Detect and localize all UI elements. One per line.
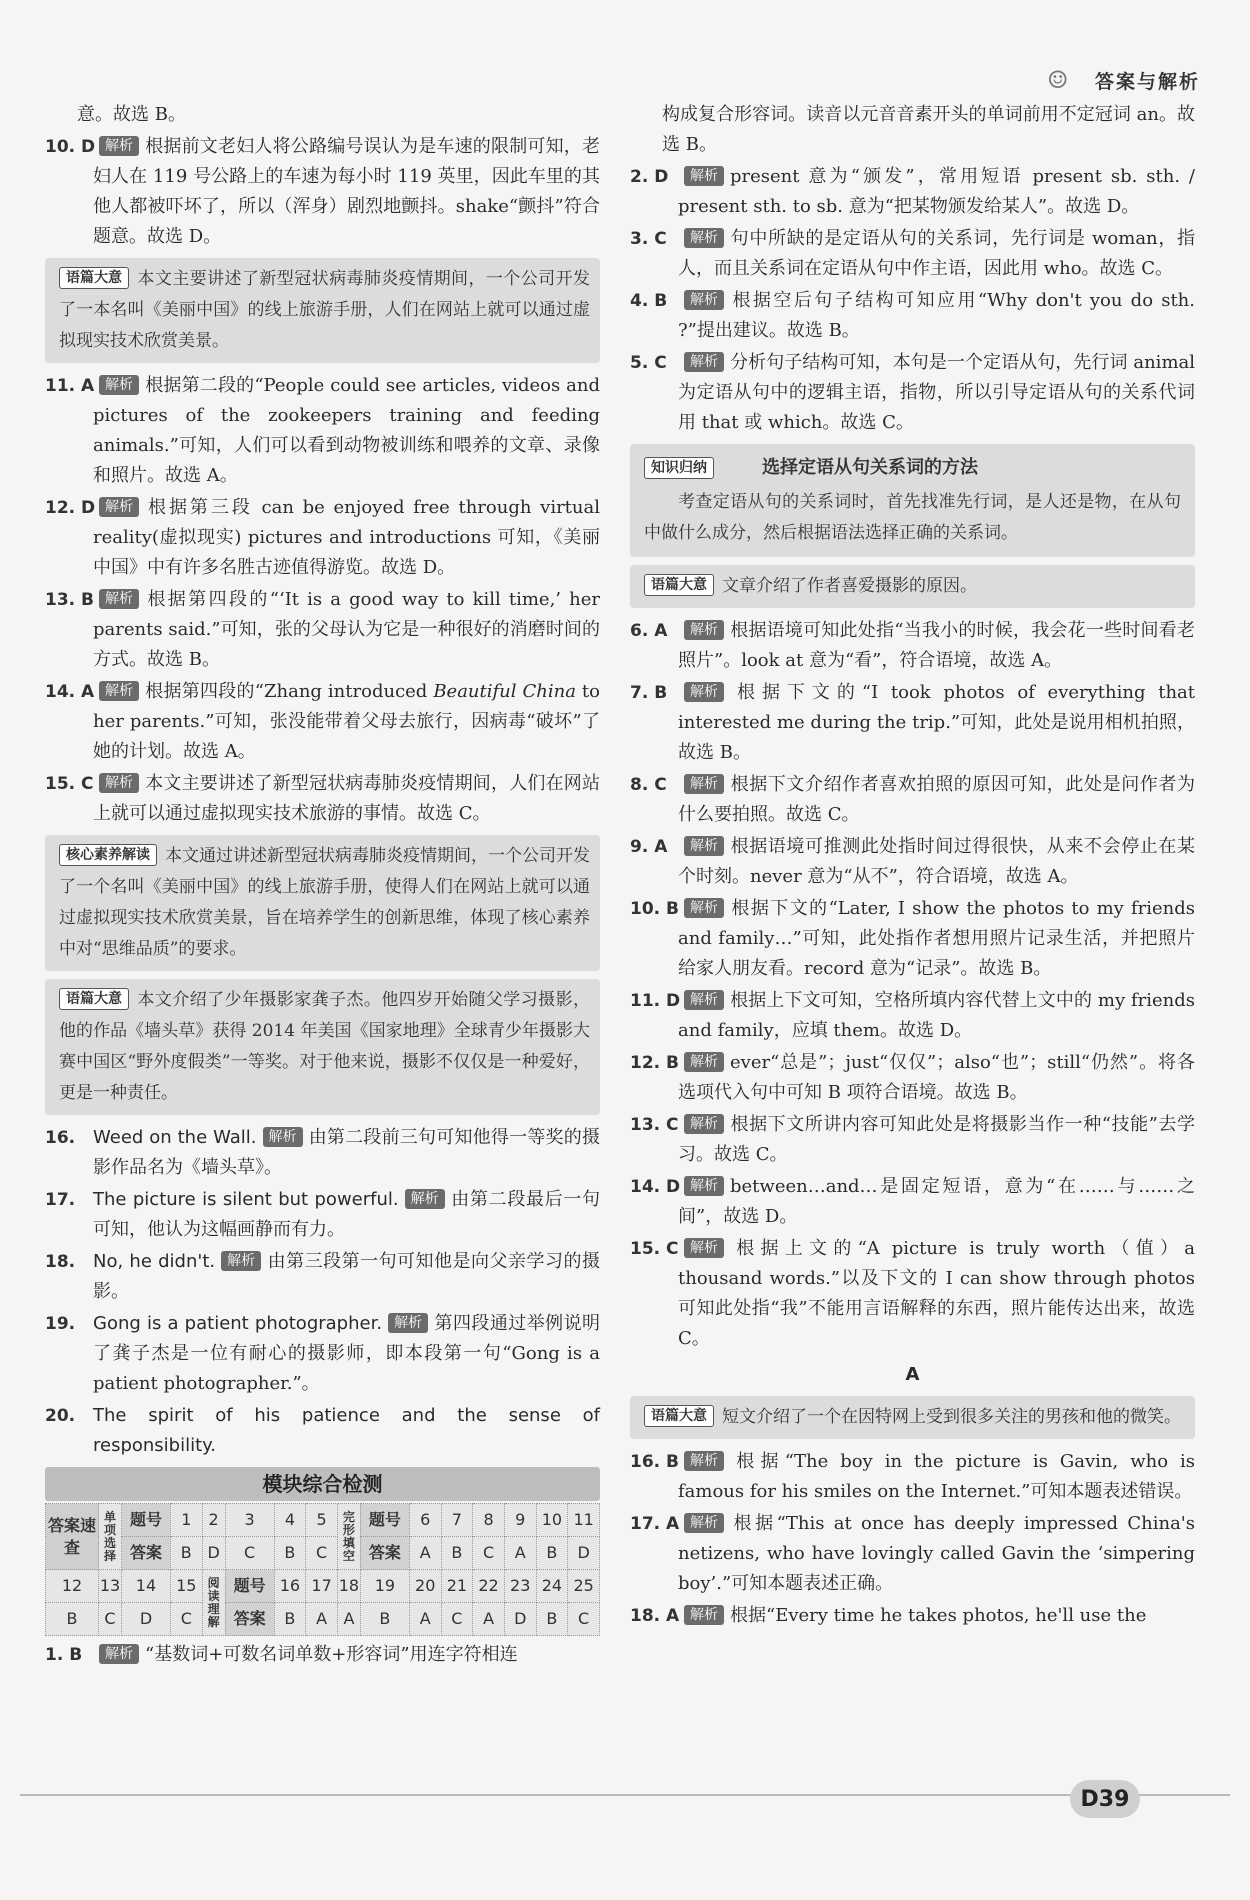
answer-8: 8. C 解析 根据下文介绍作者喜欢拍照的原因可知，此处是问作者为什么要拍照。故选 C。 [630,774,1195,825]
analysis-tag: 解析 [99,136,139,156]
section-label: 单项选择 [99,1504,122,1570]
answer-16: 16. B 解析 根据“The boy in the picture is Gavin, who is famous for his smiles on the Internet.”可知本题表述错误。 [630,1451,1195,1502]
answer-16: 16. Weed on the Wall. 解析 由第二段前三句可知他得一等奖的摄影作品名为《墙头草》。 [45,1127,600,1178]
core-literacy-box: 核心素养解读 本文通过讲述新型冠状病毒肺炎疫情期间，一个公司开发了一个名叫《美丽中国》的线上旅游手册，使得人们在网站上就可以通过虚拟现实技术欣赏美景，旨在培养学生的创新思维，体现了核心素养中对“思维品质”的要求。 [45,835,600,971]
answer-17: 17. A 解析 根据“This at once has deeply impressed China's netizens, who have lovingly called Gavin the ‘simpering boy’.”可知本题表述正确。 [630,1513,1195,1594]
answer-3: 3. C 解析 句中所缺的是定语从句的关系词，先行词是 woman，指人，而且关系词在定语从句中作主语，因此用 who。故选 C。 [630,228,1195,279]
answer-12: 12. D 解析 根据第三段 can be enjoyed free through virtual reality(虚拟现实) pictures and introductions 可知，《美丽中国》中有许多名胜古迹值得游览。故选 D。 [45,497,600,578]
answer-5: 5. C 解析 分析句子结构可知，本句是一个定语从句，先行词 animal 为定语从句中的逻辑主语，指物，所以引导定语从句的关系代词用 that 或 which。故选 C。 [630,352,1195,433]
answer-18: 18. No, he didn't. 解析 由第三段第一句可知他是向父亲学习的摄影。 [45,1251,600,1302]
knowledge-summary-box: 知识归纳 选择定语从句关系词的方法 考查定语从句的关系词时，首先找准先行词，是人还是物，在从句中做什么成分，然后根据语法选择正确的关系词。 [630,444,1195,557]
answer-18: 18. A 解析 根据“Every time he takes photos, he'll use the [630,1605,1147,1626]
passage-summary: 语篇大意 文章介绍了作者喜爱摄影的原因。 [630,565,1195,608]
page-number: D39 [1070,1780,1140,1818]
section-label: 阅读理解 [202,1570,225,1636]
left-column [45,100,600,1672]
module-test-title: 模块综合检测 [45,1467,600,1501]
page-header [980,60,1200,100]
answer-10: 10. D 解析 根据前文老妇人将公路编号误认为是车速的限制可知，老妇人在 119 号公路上的车速为每小时 119 英里，因此车里的其他人都被吓坏了，所以（浑身）剧烈地颤抖。shake“颤抖”符合题意。故选 D。 [45,136,600,247]
answer-11: 11. A 解析 根据第二段的“People could see articles, videos and pictures of the zookeepers training and feeding animals.”可知，人们可以看到动物被训练和喂养的文章、录像和照片。故选 A。 [45,375,600,486]
header-title: 答案与解析 [1094,70,1200,93]
speed-label: 答案速查 [46,1504,99,1570]
footer-divider [20,1794,1230,1796]
student-doodle-icon: ☺ [1046,66,1069,94]
answer-1: 1. B 解析 “基数词+可数名词单数+形容词”用连字符相连 [45,1644,518,1665]
answer-10: 10. B 解析 根据下文的“Later, I show the photos to my friends and family…”可知，此处指作者想用照片记录生活，并把照片给家人朋友看。record 意为“记录”。故选 B。 [630,898,1195,979]
answer-13: 13. C 解析 根据下文所讲内容可知此处是将摄影当作一种“技能”去学习。故选 C。 [630,1114,1195,1165]
answer-6: 6. A 解析 根据语境可知此处指“当我小的时候，我会花一些时间看老照片”。look at 意为“看”，符合语境，故选 A。 [630,620,1195,671]
right-column [630,100,1195,1633]
answer-20: 20. The spirit of his patience and the sense of responsibility. [45,1405,600,1456]
intro-line: 意。故选 B。 [77,104,186,125]
answer-7: 7. B 解析 根据下文的“I took photos of everything that interested me during the trip.”可知，此处是说用相机拍照，故选 B。 [630,682,1195,763]
answer-11: 11. D 解析 根据上下文可知，空格所填内容代替上文中的 my friends and family，应填 them。故选 D。 [630,990,1195,1041]
answer-9: 9. A 解析 根据语境可推测此处指时间过得很快，从来不会停止在某个时刻。never 意为“从不”，符合语境，故选 A。 [630,836,1195,887]
answer-1-continued: 构成复合形容词。读音以元音音素开头的单词前用不定冠词 an。故选 B。 [662,104,1195,155]
passage-summary: 语篇大意 本文主要讲述了新型冠状病毒肺炎疫情期间，一个公司开发了一本名叫《美丽中国》的线上旅游手册，人们在网站上就可以通过虚拟现实技术欣赏美景。 [45,258,600,363]
answer-19: 19. Gong is a patient photographer. 解析 第四段通过举例说明了龚子杰是一位有耐心的摄影师，即本段第一句“Gong is a patient photographer.”。 [45,1313,601,1394]
passage-summary: 语篇大意 短文介绍了一个在因特网上受到很多关注的男孩和他的微笑。 [630,1396,1195,1439]
answer-15: 15. C 解析 根据上文的“A picture is truly worth（值）a thousand words.”以及下文的 I can show through photos 可知此处指“我”不能用言语解释的东西，照片能传达出来，故选 C。 [630,1238,1195,1349]
answer-14: 14. D 解析 between…and…是固定短语，意为“在……与……之间”，故选 D。 [630,1176,1195,1227]
section-label: 完形填空 [337,1504,360,1570]
answer-2: 2. D 解析 present 意为“颁发”，常用短语 present sb. sth. / present sth. to sb. 意为“把某物颁发给某人”。故选 D。 [630,166,1195,217]
answer-table: 答案速查 单项选择 题号 1 2 3 4 5 完形填空 题号 6 7 8 9 10 11 答案 B D C B C 答案 A B C A B D 12 13 14 15 阅读理解 题号 16 17 18 19 20 21 22 23 24 25 B C D C 答案 B A A B A C A D B C [45,1503,600,1636]
answer-15: 15. C 解析 本文主要讲述了新型冠状病毒肺炎疫情期间，人们在网站上就可以通过虚拟现实技术旅游的事情。故选 C。 [45,773,600,824]
passage-summary: 语篇大意 本文介绍了少年摄影家龚子杰。他四岁开始随父学习摄影，他的作品《墙头草》获得 2014 年美国《国家地理》全球青少年摄影大赛中国区“野外度假类”一等奖。对于他来说，摄影不仅仅是一种爱好，更是一种责任。 [45,979,600,1115]
section-letter: A [905,1364,920,1385]
answer-17: 17. The picture is silent but powerful. 解析 由第二段最后一句可知，他认为这幅画静而有力。 [45,1189,601,1240]
answer-13: 13. B 解析 根据第四段的“‘It is a good way to kill time,’ her parents said.”可知，张的父母认为它是一种很好的消磨时间的方式。故选 B。 [45,589,600,670]
answer-14: 14. A 解析 根据第四段的“Zhang introduced Beautiful China to her parents.”可知，张没能带着父母去旅行，因病毒“破坏”了她的计划。故选 A。 [45,681,601,762]
answer-4: 4. B 解析 根据空后句子结构可知应用“Why don't you do sth. ?”提出建议。故选 B。 [630,290,1195,341]
answer-12: 12. B 解析 ever“总是”；just“仅仅”；also“也”；still“仍然”。将各选项代入句中可知 B 项符合语境。故选 B。 [630,1052,1195,1103]
